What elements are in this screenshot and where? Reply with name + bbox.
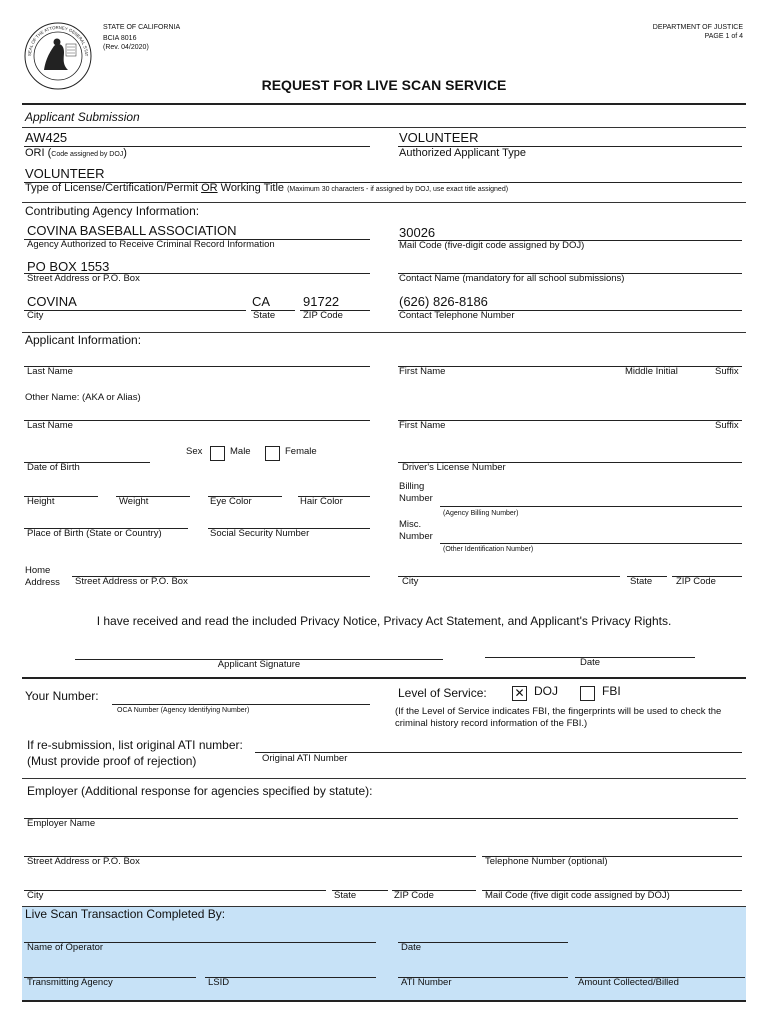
license-title-label: Type of License/Certification/Permit OR Working Title (Maximum 30 characters - if assigned by DOJ, use exact title assigned) bbox=[25, 182, 509, 194]
height-label: Height bbox=[27, 496, 55, 507]
weight-label: Weight bbox=[119, 496, 149, 507]
employer-mail-code-label: Mail Code (five digit code assigned by DOJ) bbox=[485, 890, 670, 901]
amount-collected-label: Amount Collected/Billed bbox=[578, 977, 679, 988]
employer-phone-label: Telephone Number (optional) bbox=[485, 856, 608, 867]
resubmission-label-1: If re-submission, list original ATI number: bbox=[27, 738, 243, 752]
billing-label-1: Billing bbox=[399, 481, 425, 492]
signature-date-label: Date bbox=[579, 657, 601, 668]
agency-street-field[interactable]: PO BOX 1553 bbox=[27, 259, 110, 274]
alias-last-name-field[interactable] bbox=[24, 420, 370, 421]
live-scan-date-field[interactable] bbox=[398, 942, 568, 943]
agency-zip-field[interactable]: 91722 bbox=[303, 294, 340, 309]
employer-city-field[interactable] bbox=[24, 890, 326, 891]
lsid-field[interactable] bbox=[205, 977, 376, 978]
home-city-label: City bbox=[402, 576, 419, 587]
employer-city-label: City bbox=[27, 890, 44, 901]
agency-heading: Contributing Agency Information: bbox=[25, 204, 200, 218]
home-street-label: Street Address or P.O. Box bbox=[75, 576, 188, 587]
billing-label-2: Number bbox=[399, 493, 433, 504]
privacy-statement: I have received and read the included Privacy Notice, Privacy Act Statement, and Applicant's Privacy Rights. bbox=[96, 614, 672, 628]
department-label: DEPARTMENT OF JUSTICE bbox=[652, 24, 743, 31]
misc-number-field[interactable] bbox=[440, 543, 742, 544]
agency-state-field[interactable]: CA bbox=[252, 294, 271, 309]
agency-state-label: State bbox=[253, 310, 276, 321]
oca-number-field[interactable] bbox=[112, 704, 370, 705]
first-name-field[interactable] bbox=[398, 366, 742, 367]
level-of-service-label: Level of Service: bbox=[398, 686, 487, 700]
place-of-birth-label: Place of Birth (State or Country) bbox=[27, 528, 162, 539]
alias-first-name-label: First Name bbox=[399, 420, 446, 431]
middle-initial-label: Middle Initial bbox=[625, 366, 678, 377]
doj-label: DOJ bbox=[534, 684, 558, 698]
fbi-note-line2: criminal history record information of the FBI.) bbox=[395, 718, 588, 729]
doj-checkbox[interactable]: ✕ bbox=[512, 686, 527, 701]
misc-small-label: (Other Identification Number) bbox=[443, 546, 534, 553]
male-checkbox[interactable] bbox=[210, 446, 225, 461]
fbi-checkbox[interactable] bbox=[580, 686, 595, 701]
agency-street-label: Street Address or P.O. Box bbox=[27, 273, 140, 284]
sex-label: Sex bbox=[186, 446, 203, 457]
alias-first-name-field[interactable] bbox=[398, 420, 742, 421]
female-checkbox[interactable] bbox=[265, 446, 280, 461]
suffix-label: Suffix bbox=[715, 366, 739, 377]
state-label: STATE OF CALIFORNIA bbox=[103, 24, 181, 31]
form-title: REQUEST FOR LIVE SCAN SERVICE bbox=[261, 77, 507, 93]
female-label: Female bbox=[285, 446, 317, 457]
alias-last-name-label: Last Name bbox=[27, 420, 73, 431]
misc-label-2: Number bbox=[399, 531, 433, 542]
resubmission-label-2: (Must provide proof of rejection) bbox=[27, 754, 197, 768]
form-id: BCIA 8016 bbox=[103, 35, 137, 42]
employer-name-label: Employer Name bbox=[27, 818, 96, 829]
applicant-submission-heading: Applicant Submission bbox=[25, 110, 140, 124]
oca-small-label: OCA Number (Agency Identifying Number) bbox=[117, 707, 250, 714]
contact-phone-field[interactable]: (626) 826-8186 bbox=[399, 294, 488, 309]
agency-city-label: City bbox=[27, 310, 44, 321]
page-number: PAGE 1 of 4 bbox=[704, 33, 743, 40]
billing-small-label: (Agency Billing Number) bbox=[443, 510, 519, 517]
first-name-label: First Name bbox=[399, 366, 446, 377]
mail-code-label: Mail Code (five-digit code assigned by DOJ) bbox=[399, 240, 585, 251]
authorized-applicant-type-label: Authorized Applicant Type bbox=[399, 147, 526, 159]
your-number-label: Your Number: bbox=[25, 689, 99, 703]
ori-field[interactable]: AW425 bbox=[25, 130, 68, 145]
agency-name-label: Agency Authorized to Receive Criminal Record Information bbox=[27, 239, 275, 250]
contact-phone-label: Contact Telephone Number bbox=[399, 310, 515, 321]
signature-label: Applicant Signature bbox=[217, 659, 301, 670]
seal-text: SEAL OF THE ATTORNEY GENERAL STAT bbox=[26, 24, 90, 57]
authorized-applicant-type-field[interactable]: VOLUNTEER bbox=[399, 130, 479, 145]
drivers-license-label: Driver's License Number bbox=[402, 462, 506, 473]
male-label: Male bbox=[230, 446, 251, 457]
home-state-label: State bbox=[630, 576, 653, 587]
employer-heading: Employer (Additional response for agencies specified by statute): bbox=[27, 784, 373, 798]
transmitting-agency-label: Transmitting Agency bbox=[27, 977, 113, 988]
hair-color-label: Hair Color bbox=[300, 496, 343, 507]
home-label-2: Address bbox=[25, 577, 60, 588]
agency-name-field[interactable]: COVINA BASEBALL ASSOCIATION bbox=[27, 223, 237, 238]
misc-label-1: Misc. bbox=[399, 519, 422, 530]
agency-zip-label: ZIP Code bbox=[303, 310, 343, 321]
ati-number-label: ATI Number bbox=[401, 977, 452, 988]
applicant-info-heading: Applicant Information: bbox=[25, 333, 142, 347]
live-scan-date-label: Date bbox=[401, 942, 422, 953]
employer-zip-label: ZIP Code bbox=[394, 890, 434, 901]
last-name-field[interactable] bbox=[24, 366, 370, 367]
fbi-note-line1: (If the Level of Service indicates FBI, the fingerprints will be used to check the bbox=[395, 706, 722, 717]
agency-city-field[interactable]: COVINA bbox=[27, 294, 77, 309]
live-scan-heading: Live Scan Transaction Completed By: bbox=[25, 907, 226, 921]
billing-number-field[interactable] bbox=[440, 506, 742, 507]
home-city-field[interactable] bbox=[398, 576, 620, 577]
operator-name-label: Name of Operator bbox=[27, 942, 104, 953]
last-name-label: Last Name bbox=[27, 366, 73, 377]
mail-code-field[interactable]: 30026 bbox=[399, 225, 436, 240]
contact-name-label: Contact Name (mandatory for all school submissions) bbox=[399, 273, 625, 284]
dob-label: Date of Birth bbox=[27, 462, 80, 473]
lsid-label: LSID bbox=[208, 977, 230, 988]
ori-label: ORI (Code assigned by DOJ) bbox=[25, 147, 127, 159]
form-revision: (Rev. 04/2020) bbox=[103, 44, 149, 51]
eye-color-label: Eye Color bbox=[210, 496, 252, 507]
license-title-field[interactable]: VOLUNTEER bbox=[25, 166, 105, 181]
employer-state-label: State bbox=[334, 890, 357, 901]
ssn-label: Social Security Number bbox=[210, 528, 310, 539]
employer-street-label: Street Address or P.O. Box bbox=[27, 856, 140, 867]
original-ati-label: Original ATI Number bbox=[262, 753, 348, 764]
home-zip-label: ZIP Code bbox=[676, 576, 716, 587]
employer-name-field[interactable] bbox=[24, 818, 738, 819]
fbi-label: FBI bbox=[602, 684, 621, 698]
alias-suffix-label: Suffix bbox=[715, 420, 739, 431]
home-label-1: Home bbox=[25, 565, 51, 576]
other-name-label: Other Name: (AKA or Alias) bbox=[25, 392, 141, 403]
